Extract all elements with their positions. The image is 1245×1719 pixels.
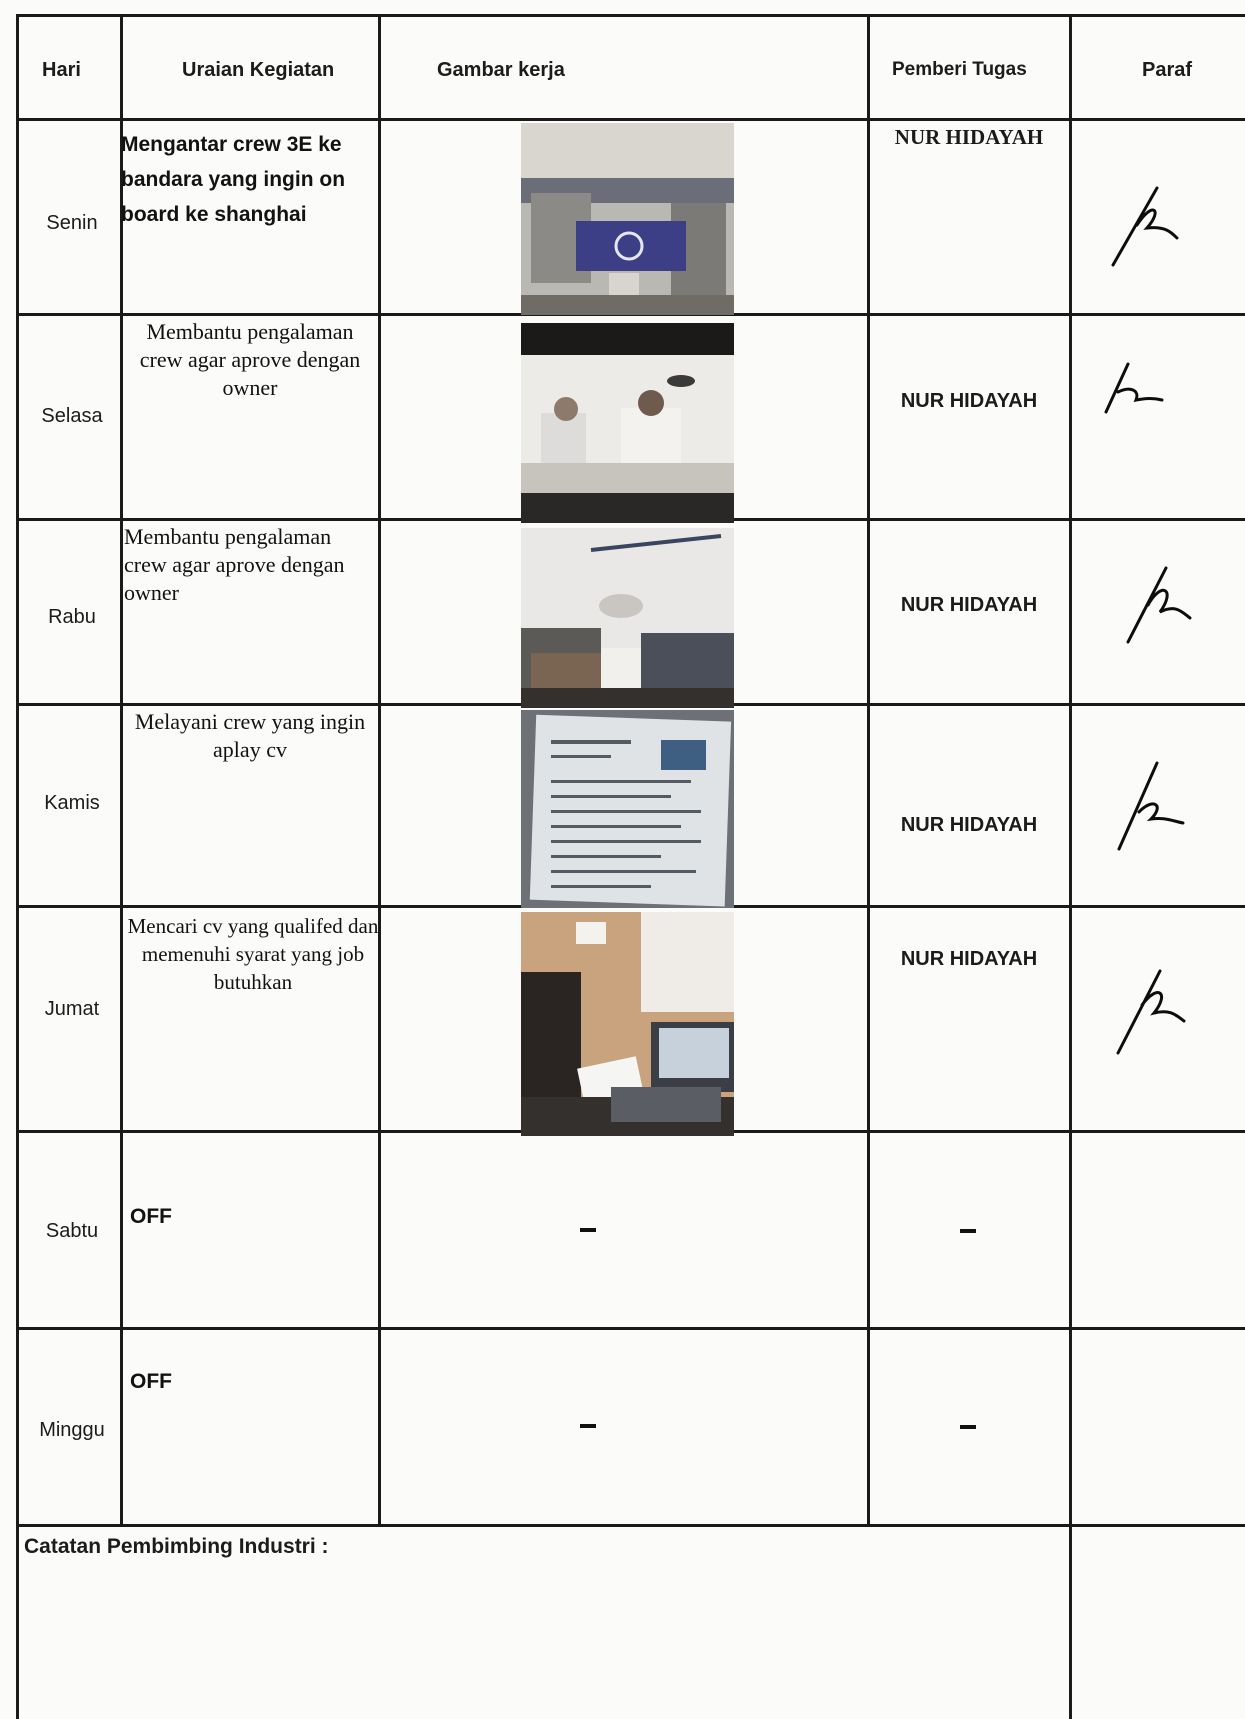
giver-dash-minggu — [960, 1425, 976, 1429]
table-border-top — [16, 14, 1245, 17]
day-jumat: Jumat — [44, 998, 100, 1020]
photo-interview-desk — [521, 323, 734, 523]
photo-meeting-room — [521, 528, 734, 708]
day-kamis: Kamis — [44, 792, 100, 814]
photo-cv-document — [521, 710, 734, 908]
giver-dash-sabtu — [960, 1229, 976, 1233]
giver-selasa: NUR HIDAYAH — [900, 390, 1038, 412]
header-paraf: Paraf — [1142, 58, 1193, 81]
photo-dash-minggu — [580, 1424, 596, 1428]
activity-rabu: Membantu pengalaman crew agar aprove dengan owner — [124, 524, 345, 605]
day-minggu: Minggu — [39, 1419, 105, 1441]
day-selasa: Selasa — [41, 405, 103, 427]
giver-senin: NUR HIDAYAH — [894, 125, 1044, 149]
giver-kamis: NUR HIDAYAH — [900, 814, 1038, 836]
header-uraian: Uraian Kegiatan — [182, 58, 335, 81]
column-divider-hari — [120, 14, 123, 1524]
signature-kamis — [1113, 757, 1193, 852]
day-sabtu: Sabtu — [45, 1220, 99, 1242]
day-senin: Senin — [46, 212, 98, 234]
header-gambar: Gambar kerja — [437, 58, 565, 81]
supervisor-notes-label: Catatan Pembimbing Industri : — [24, 1535, 329, 1558]
activity-kamis: Melayani crew yang ingin aplay cv — [134, 709, 366, 762]
signature-selasa — [1100, 360, 1170, 415]
signature-rabu — [1120, 560, 1200, 645]
photo-dash-sabtu — [580, 1228, 596, 1232]
activity-senin: Mengantar crew 3E ke bandara yang ingin on board ke shanghai — [121, 133, 346, 226]
activity-sabtu: OFF — [130, 1205, 172, 1228]
signature-jumat — [1112, 965, 1192, 1055]
row-divider-7 — [16, 1524, 1245, 1527]
table-border-left — [16, 14, 19, 1719]
header-hari: Hari — [42, 58, 81, 81]
activity-minggu: OFF — [130, 1370, 172, 1393]
giver-jumat: NUR HIDAYAH — [900, 948, 1038, 970]
column-divider-pemberi — [1069, 14, 1072, 1719]
activity-jumat: Mencari cv yang qualifed dan memenuhi syarat yang job butuhkan — [127, 914, 379, 994]
header-row-divider — [16, 118, 1245, 121]
column-divider-gambar — [867, 14, 870, 1524]
photo-airport-crew — [521, 123, 734, 315]
signature-senin — [1105, 180, 1185, 270]
column-divider-uraian — [378, 14, 381, 1524]
giver-rabu: NUR HIDAYAH — [900, 594, 1038, 616]
row-divider-6 — [16, 1327, 1245, 1330]
header-pemberi: Pemberi Tugas — [892, 59, 1027, 80]
photo-laptop-work — [521, 912, 734, 1136]
activity-selasa: Membantu pengalaman crew agar aprove dengan owner — [139, 319, 361, 400]
day-rabu: Rabu — [48, 606, 96, 628]
